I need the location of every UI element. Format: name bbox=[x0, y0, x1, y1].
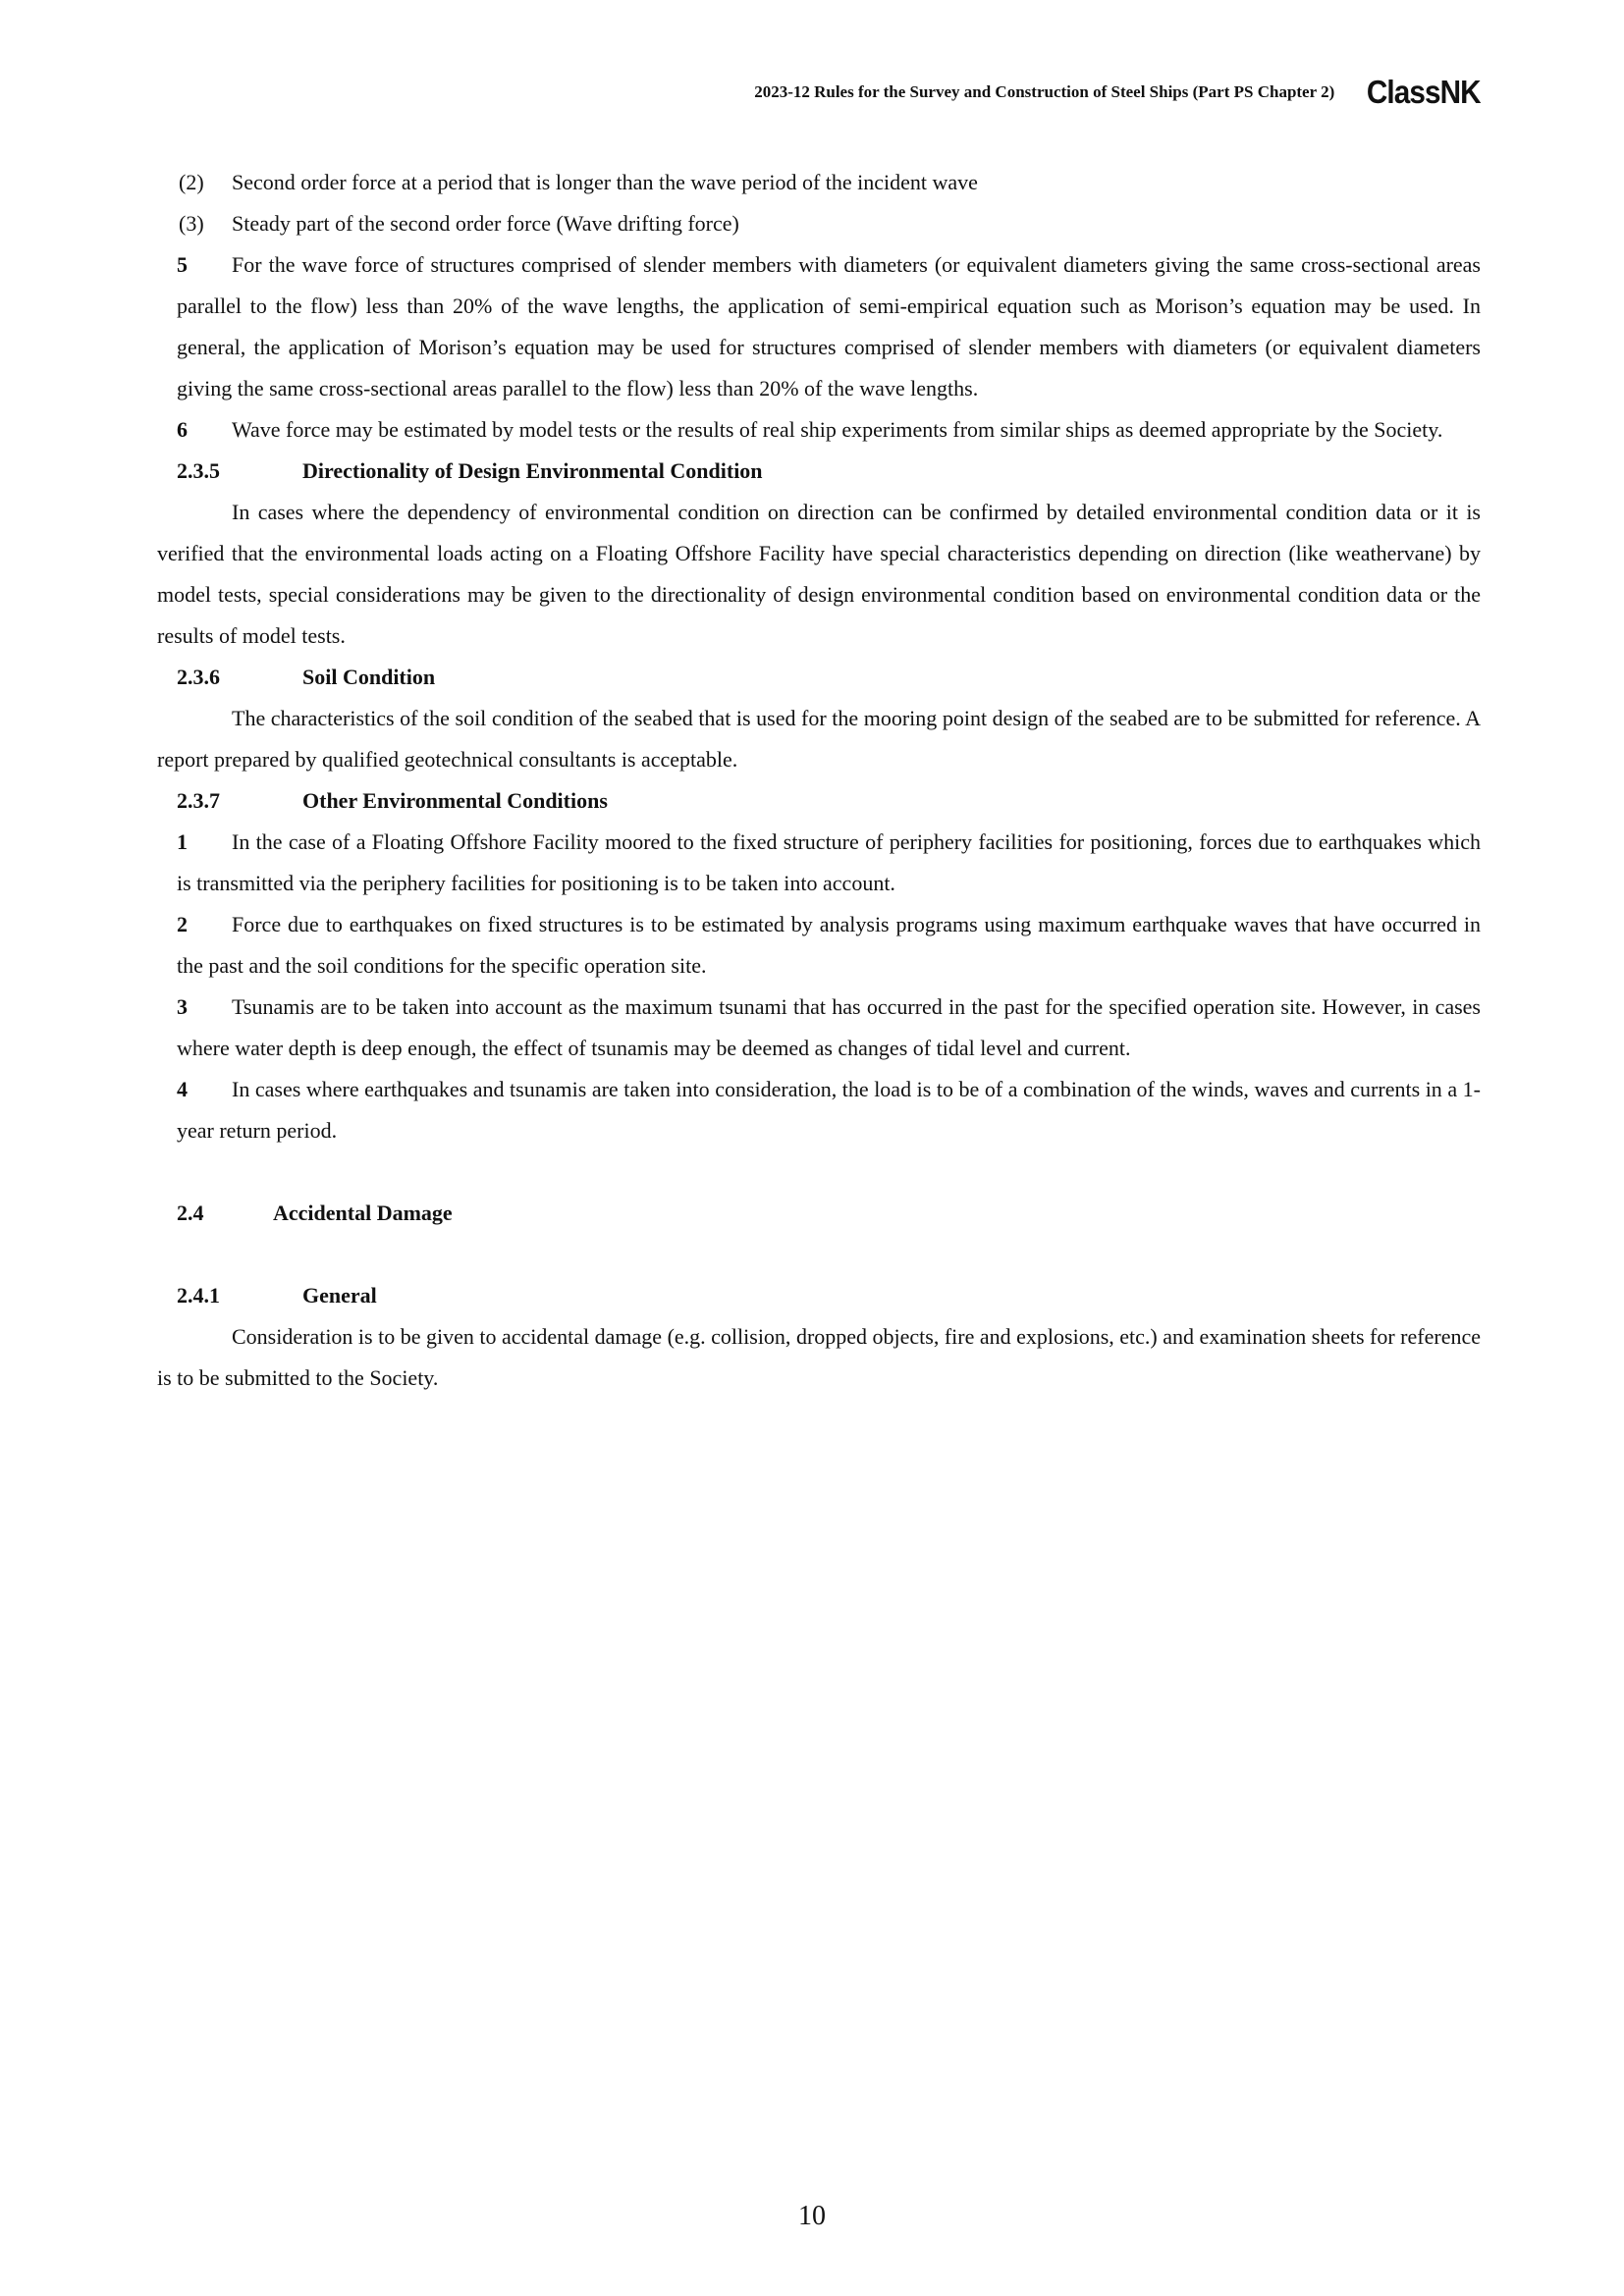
paragraph-text: Force due to earthquakes on fixed structures is to be estimated by analysis programs using maximum earthquake waves that have occurred in the past and the soil conditions for the specific operation site. bbox=[177, 912, 1481, 978]
subsection-heading bbox=[157, 1275, 1481, 1316]
section-title: General bbox=[302, 1283, 377, 1308]
page-header bbox=[157, 73, 1481, 112]
paragraph-number: 1 bbox=[177, 829, 188, 854]
list-text: Steady part of the second order force (Wave drifting force) bbox=[232, 211, 739, 236]
list-marker: (3) bbox=[179, 211, 204, 236]
paragraph-text: Wave force may be estimated by model tests or the results of real ship experiments from similar ships as deemed appropriate by the Society. bbox=[232, 417, 1443, 442]
paragraph: The characteristics of the soil condition of the seabed that is used for the mooring point design of the seabed are to be submitted for reference. A report prepared by qualified geotechnical consultants is acceptable. bbox=[157, 706, 1481, 772]
document-title: 2023-12 Rules for the Survey and Construction of Steel Ships (Part PS Chapter 2) bbox=[754, 82, 1335, 101]
section-number: 2.4 bbox=[177, 1201, 204, 1225]
subsection-heading bbox=[157, 451, 1481, 492]
paragraph-number: 5 bbox=[177, 252, 188, 277]
list-text: Second order force at a period that is longer than the wave period of the incident wave bbox=[232, 170, 978, 194]
list-marker: (2) bbox=[179, 170, 204, 194]
page-number: 10 bbox=[798, 2201, 826, 2231]
section-title: Directionality of Design Environmental Condition bbox=[302, 458, 763, 483]
paragraph: Consideration is to be given to accidental damage (e.g. collision, dropped objects, fire and explosions, etc.) and examination sheets for reference is to be submitted to the Society. bbox=[157, 1324, 1481, 1390]
paragraph-text: Tsunamis are to be taken into account as the maximum tsunami that has occurred in the past for the specified operation site. However, in cases where water depth is deep enough, the effect of tsunamis may be deemed as changes of tidal level and current. bbox=[177, 994, 1481, 1060]
list-item bbox=[157, 203, 1481, 244]
document-body bbox=[157, 162, 1481, 1399]
numbered-paragraph bbox=[157, 409, 1481, 451]
section-number: 2.4.1 bbox=[177, 1283, 220, 1308]
paragraph-number: 3 bbox=[177, 994, 188, 1019]
subsection-heading bbox=[157, 657, 1481, 698]
numbered-paragraph bbox=[157, 987, 1481, 1069]
section-number: 2.3.5 bbox=[177, 458, 220, 483]
numbered-paragraph bbox=[157, 1069, 1481, 1151]
paragraph-text: For the wave force of structures comprised of slender members with diameters (or equivalent diameters giving the same cross-sectional areas parallel to the flow) less than 20% of the wave lengths, the application of semi-empirical equation such as Morison’s equation may be used. In general, the application of Morison’s equation may be used for structures comprised of slender members with diameters (or equivalent diameters giving the same cross-sectional areas parallel to the flow) less than 20% of the wave lengths. bbox=[177, 252, 1481, 400]
section-number: 2.3.7 bbox=[177, 788, 220, 813]
paragraph-number: 6 bbox=[177, 417, 188, 442]
paragraph-text: In the case of a Floating Offshore Facility moored to the fixed structure of periphery facilities for positioning, forces due to earthquakes which is transmitted via the periphery facilities for positioning is to be taken into account. bbox=[177, 829, 1481, 895]
spacer bbox=[157, 1151, 1481, 1193]
section-title: Other Environmental Conditions bbox=[302, 788, 608, 813]
paragraph: In cases where the dependency of environmental condition on direction can be confirmed by detailed environmental condition data or it is verified that the environmental loads acting on a Floating Offshore Facility have special characteristics depending on direction (like weathervane) by model tests, special considerations may be given to the directionality of design environmental condition based on environmental condition data or the results of model tests. bbox=[157, 500, 1481, 648]
spacer bbox=[157, 1234, 1481, 1275]
section-number: 2.3.6 bbox=[177, 665, 220, 689]
section-title: Accidental Damage bbox=[273, 1201, 453, 1225]
paragraph-number: 2 bbox=[177, 912, 188, 936]
list-item bbox=[157, 162, 1481, 203]
subsection-heading bbox=[157, 780, 1481, 822]
numbered-paragraph bbox=[157, 904, 1481, 987]
classnk-logo: ClassNK bbox=[1367, 74, 1481, 110]
paragraph-text: In cases where earthquakes and tsunamis are taken into consideration, the load is to be of a combination of the winds, waves and currents in a 1-year return period. bbox=[177, 1077, 1481, 1143]
numbered-paragraph bbox=[157, 244, 1481, 409]
section-heading bbox=[157, 1193, 1481, 1234]
numbered-paragraph bbox=[157, 822, 1481, 904]
paragraph-number: 4 bbox=[177, 1077, 188, 1101]
section-title: Soil Condition bbox=[302, 665, 436, 689]
